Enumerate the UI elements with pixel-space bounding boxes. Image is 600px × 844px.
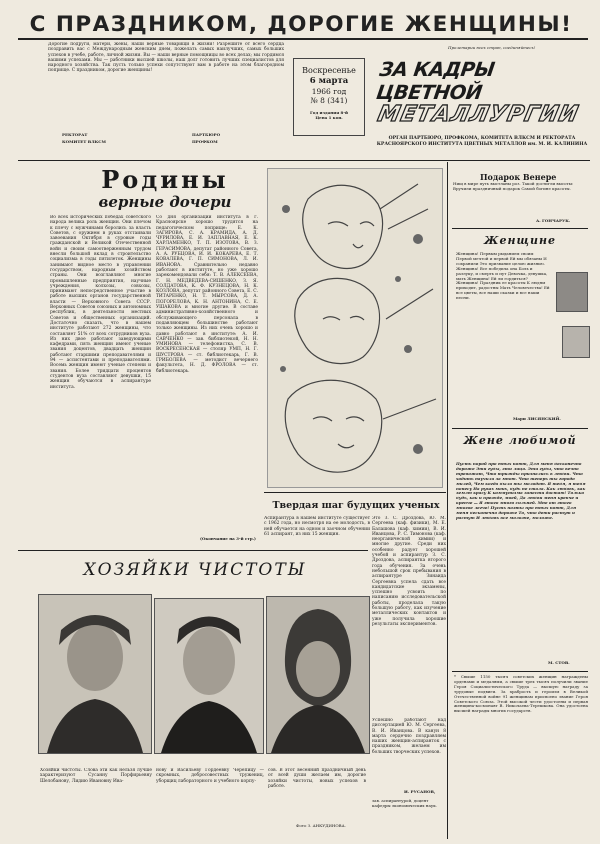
masthead-organ: ОРГАН ПАРТБЮРО, ПРОФКОМА, КОМИТЕТА ВЛКСМ И РЕКТОРАТА КРАСНОЯРСКОГО ИНСТИТУТА ЦВЕТНЫХ МЕТАЛЛОВ им. М. И. КАЛИНИНА [376, 136, 588, 147]
issue-meta-price: Цена 1 коп. [315, 114, 343, 120]
article-2-signature: И. РУСАНОВ, [404, 789, 436, 794]
banner-rule [18, 38, 588, 40]
signature-partburo: ПАРТБЮРО [192, 132, 221, 137]
portrait-3-drawing [267, 597, 369, 753]
article-3-column-3: сов. В этот весенний праздничный день от всей души желаем им, дорогие хозяйки чистоты, новых успехов в работе. [268, 768, 366, 789]
newspaper-title-line2: МЕТАЛЛУРГИИ [375, 102, 582, 127]
poem-3-title: Жене любимой [463, 434, 577, 447]
portrait-2-drawing [155, 599, 263, 753]
article-2-column-1: Аспирантура в нашем институте существует с 1962 года, но несмотря на ее молодость, в ней обучается на одном и заочном обучении 61 аспирант, из них 15 женщин. [264, 516, 370, 537]
women-illustration [267, 168, 443, 488]
issue-day: Воскресенье [302, 66, 356, 75]
signature-profkom: ПРОФКОМ [192, 139, 218, 144]
poem-column-rule [447, 162, 448, 839]
poem-rule-2 [452, 428, 588, 429]
newspaper-title [374, 58, 590, 128]
article-continuation: (Окончание на 3-й стр.) [200, 536, 256, 541]
portrait-1-drawing [39, 595, 151, 753]
stamp-image-1 [556, 272, 588, 312]
poem-2-title: Женщине [484, 234, 556, 247]
holiday-banner: С ПРАЗДНИКОМ, ДОРОГИЕ ЖЕНЩИНЫ! [29, 12, 573, 37]
article-2-signature-title: зав. аспирантурой, доцент кафедры экономических наук. [372, 798, 437, 808]
article-3-top-rule [18, 550, 368, 551]
portrait-photo-3 [266, 596, 370, 754]
poem-1-author: А. ГОНЧАРУК. [536, 218, 571, 223]
issue-meta-year: Год издания 8-й [310, 110, 348, 115]
header-rule [18, 160, 590, 161]
signature-rektorat: РЕКТОРАТ [62, 132, 88, 137]
stamp-image-2 [562, 326, 590, 358]
illustration-drawing [268, 169, 442, 487]
poem-2-text: Женщина! Первым рыданием своим Первой мечтой и первой Ей мы обязаны И сохранили Это призвание целою жизнью. Женщина! Все победила она Боль и разлуку, и смерть и пут Девочка, девушка, мать Женщина! Ей ли гордиться? Женщина! Праздник ее красоты К людям приходит, радостны Мать Человечества! Ей все цветы, все наши сказки и все наши песни. [456, 252, 550, 301]
poem-1-title: Подарок Венере [480, 172, 557, 182]
issue-date: 6 марта [309, 76, 349, 86]
article-3-photo-credit: Фото З. АНКУДИНОВА. [296, 823, 346, 828]
masthead-slogan: Пролетарии всех стран, соединяйтесь! [448, 45, 536, 50]
article-2-top-rule [264, 492, 446, 493]
article-3-column-1: Хозяйки чистоты. Слова эти как нельзя лучше характеризуют Сусанну Порфирьевну Шелобанову, Лидию Ивановну Ива- [40, 768, 152, 784]
article-3-title: ХОЗЯЙКИ ЧИСТОТЫ [83, 560, 307, 580]
poem-3-text: Пусть порой про юных поют, Для меня бесконечно дороже Эти губы, эти лицо. Эти губы, что вечно тревожат, Что трижды признались в любви. Что ходить научила за мною. Что теперь ты городо милей, Чем когда была ты молодою. Я тебя, я тебя понесу На руках моих, будь не стала. Как любовь, как землю красу К коммунизма занести дастаю! Только будь, как и прежде, моей, Да любви меня крепче и крепче — Я этого много сильней. Мне от этого многое легче! Пусть поэты про юных поют, Для меня бесконечно дороже То, что дети растут и растут И любовь все моложе, моложе. [456, 462, 586, 520]
poem-2-author: Мари ЛИСЯНСКИЙ. [513, 416, 561, 421]
newspaper-title-line1: ЗА КАДРЫ ЦВЕТНОЙ [374, 58, 496, 104]
poem-1-text: Нищ в мире путь выстланы роз. Такой достигли высоты: Вручили праздничный подарок Самой богине красоты. [453, 182, 574, 191]
issue-box [293, 58, 365, 136]
poem-rule-1 [452, 228, 588, 229]
poem-rule-3 [452, 671, 588, 672]
article-subtitle: верные дочери [98, 193, 232, 211]
portrait-photo-1 [38, 594, 152, 754]
issue-year: 1966 год [311, 87, 347, 96]
signature-komsomol: КОМИТЕТ ВЛКСМ [62, 139, 106, 144]
article-title: Родины [101, 165, 229, 194]
greeting-address: Дорогие подруги, матери, жены, наши верные товарищи в жизни! Разрешите от всего сердца поздравить вас с Международным женским днем, пожелать самых наилучших, самых больших успехов в учебе, работе, личной жизни. Вы — наши верные помощницы во всех делах; мы гордимся вашими успехами. Мы — работники высшей школы, наш долг готовить лучших специалистов для народного хозяйства. Так пусть только успехи сопутствуют вам в работе на этом благородном поприще. С праздником, дорогие женщины! [48, 42, 284, 74]
article-3-column-2: нову и Васильеву Гордеевну Черепицу — скромных, добросовестных тружениц, уборщиц лабораторного и учебного корпу- [156, 768, 264, 784]
portrait-photo-2 [154, 598, 264, 754]
article-2-title: Твердая шаг будущих ученых [272, 500, 440, 511]
poem-3-author: М. СТОВ. [548, 660, 570, 665]
article-2-column-3: Успешно работают над диссертацией Ю. М. Сергеева, В. И. Иванцова. В канун 8 марта сердечно поздравляем наших женщин-аспиранток с праздником, желаем им больших творческих успехов. [372, 718, 446, 755]
article-column-1: Во всех исторических победах советского народа велика роль женщин. Они плечом к плечу с мужчинами боролись за власть Советов, с оружием в руках отстаивали завоевания Октября в суровые годы гражданской и Великой Отечественной войн и своим самоотверженным трудом внесли большой вклад в строительство социализма в годы пятилеток. Женщины занимают видное место в управлении государством, народным хозяйством страны. Они возглавляют многие промышленные предприятия, научные учреждения, колхозы, совхозы, принимают непосредственное участие в работе высших органов государственной власти — Верховного Совета СССР. Верховных Советов союзных и автономных республик, в деятельности местных Советов и общественных организаций. Достаточно сказать, что в нашем институте работают 272 женщины, что составляет 51% от всех сотрудников вуза. Из них двое работают заведующими кафедрами, пять женщин имеют ученые звания доцентов, двадцать женщин работают старшими преподавателями и 94 — ассистентами и преподавателями. Восемь женщин имеют ученые степени и звания. Более тридцати процентов студентов вуза составляют девушки, 15 женщин обучаются в аспирантуре института. [50, 215, 151, 390]
footnote: * Свыше 1150 тысяч советских женщин награждены орденами и медалями, а свыше трех тысяч получили звание Героя Социалистического Труда — высшую награду за трудовые подвиги. За храбрость и героизм в Великой Отечественной войне 91 женщинам присвоено звание Героя Советского Союза. Этой высокой чести удостоены и первая женщина-космонавт В. Николаева-Терешкова. Она удостоена высшей награды многих государств. [454, 675, 588, 714]
article-2-column-2: Это З. С. Дроздова, Ю. М. Сергеева (каф. физики), М. Е. Балашова (каф. химии), В. И. Иванцова, Р. С. Тимонова (каф. неорганической химии) и многие другие. Среди них особенно радует хорошей учебой и аспирантур З. С. Дроздова, аспирантка второго года обучения. За очень небольшой срок пребывания в аспирантуре Зинаида Сергеевна успела сдать все кандидатские экзамены, успешно усвоить по написанию исследовательской работы, проделала такую большую работу, как изучение металлических контактов и уже получила хорошие результаты экспериментов. [372, 516, 446, 627]
issue-number: № 8 (341) [310, 96, 348, 105]
article-column-2: Со дня организации института в г. Красноярске хорошо трудятся на педагогическом поприще: Е. К. ЗАГИРОВА, С. А. КРАМИДА, А. Д. ЧУРИЛОВА, Е. И. ЗАПЛАВНАЯ, Е. К. ХАРЛАМЕНКО, Т. П. ИЗОТОВА, В. З. ГЕРАСИМОВА, депутат районного Совета, А. А. РУБЦОВА, И. И. КОКАРЕВА, Е. Т. КОВАЛЕВА, Г. П. СИМОНОВА, Л. И. ИВАНОВА. Сравнительно недавно работают в институте, но уже хорошо зарекомендовали себя: Т. В. АЛЕКСЕЕВА, Г. Н. МЕДВЕДЕВА-СИШЕНКО, З. Я. СОЛДАТОВА, К. Ф. КУЗНЕЦОВА, Н. К. КОЗЛОВА, депутат районного Совета, Е. С. ТИТАРЕНКО, Н. Т. МЫРСОВА, Д. А. ПОГОРЕЛОВА, К. Н. АНТОНИНА, С. Е. УШАКОВА и многие другие. В составе административно-хозяйственного и обслуживающего персонала в подавляющем большинстве работают только женщины. Из них очень хорошо и давно работают в институте: А. И. САВЧЕНКО — зав. библиотекой, Н. Н. УМИНОВА — телефонистка, С. В. ВОСКРЕСЕНСКАЯ — столяр УМП, Н. Г. ШУСТРОВА — ст. библиотекарь, Г. В. ГРИБОЛЕВА — методист вечернего факультета, Н. Д. ФРОЛОВА — ст. библиотекарь. [156, 215, 258, 374]
